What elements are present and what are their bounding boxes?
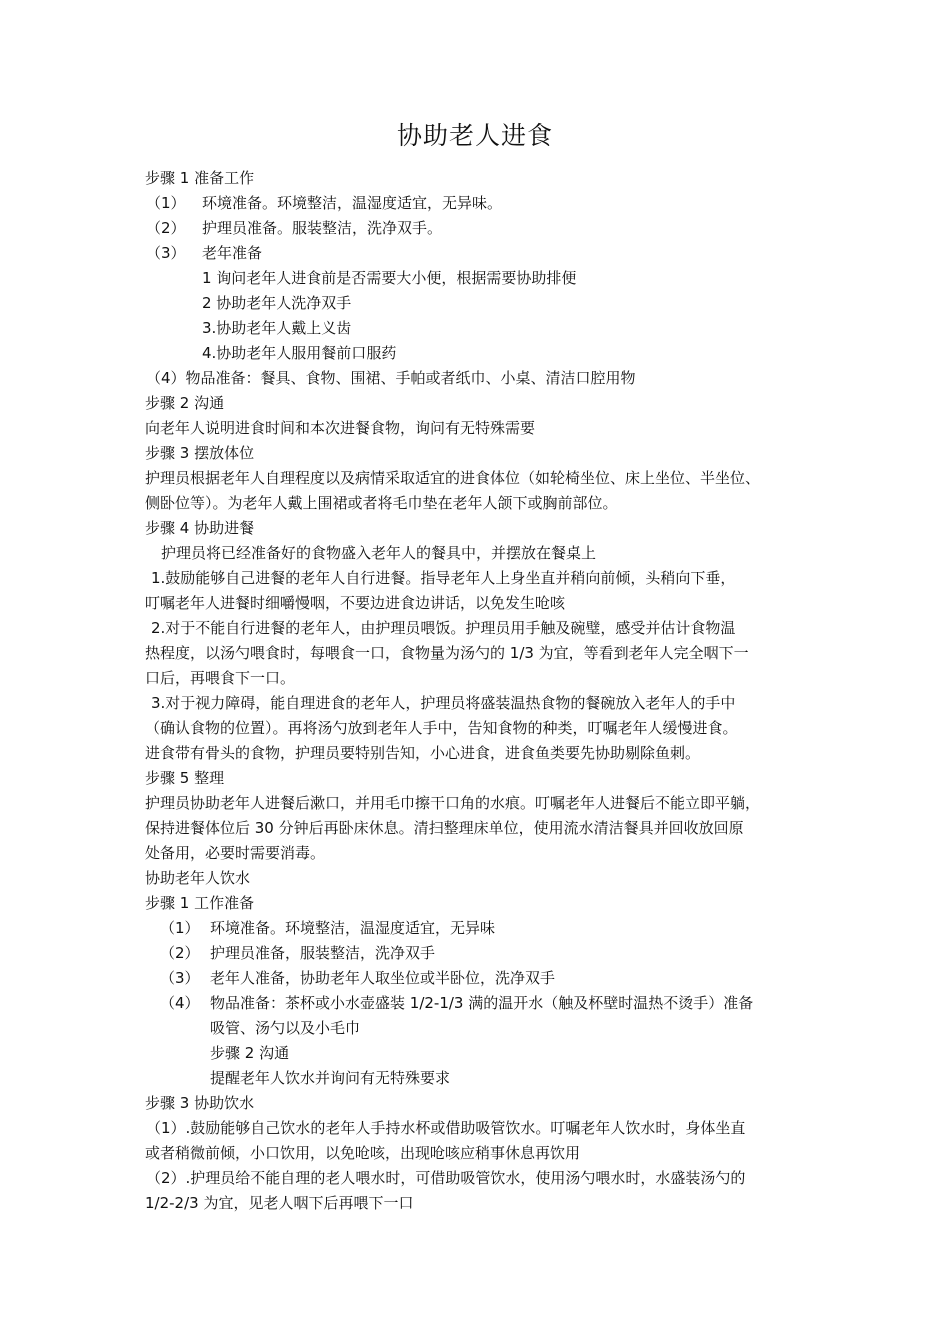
paragraph-line: 1.鼓励能够自己进餐的老年人自行进餐。指导老年人上身坐直并稍向前倾，头稍向下垂， xyxy=(151,569,736,587)
paragraph-line: （确认食物的位置）。再将汤勺放到老年人手中，告知食物的种类，叮嘱老年人缓慢进食。 xyxy=(145,719,738,737)
list-item xyxy=(160,918,495,938)
paragraph-line: 3.对于视力障碍，能自理进食的老年人，护理员将盛装温热食物的餐碗放入老年人的手中 xyxy=(151,694,736,712)
list-text: 环境准备。环境整洁，温湿度适宜，无异味。 xyxy=(202,194,503,212)
list-number: （2） xyxy=(160,944,200,962)
paragraph-line: 热程度，以汤勺喂食时，每喂食一口，食物量为汤勺的 1/3 为宜，等看到老年人完全咽下一 xyxy=(145,644,749,662)
paragraph-line: 向老年人说明进食时间和本次进餐食物，询问有无特殊需要 xyxy=(145,419,536,437)
paragraph-line: 护理员协助老年人进餐后漱口，并用毛巾擦干口角的水痕。叮嘱老年人进餐后不能立即平躺， xyxy=(145,794,761,812)
paragraph-line: 进食带有骨头的食物，护理员要特别告知，小心进食，进食鱼类要先协助剔除鱼刺。 xyxy=(145,744,701,762)
list-number: （4） xyxy=(160,994,200,1012)
paragraph-line: 口后，再喂食下一口。 xyxy=(145,669,296,687)
paragraph-line: （1）.鼓励能够自己饮水的老年人手持水杯或借助吸管饮水。叮嘱老年人饮水时，身体坐直 xyxy=(146,1119,746,1137)
list-text: 老年人准备，协助老年人取坐位或半卧位，洗净双手 xyxy=(210,969,556,987)
list-item xyxy=(160,943,435,963)
list-text: 护理员准备，服装整洁，洗净双手 xyxy=(210,944,436,962)
step-heading: 步骤 3 协助饮水 xyxy=(145,1094,255,1112)
list-item xyxy=(146,193,502,213)
document-title: 协助老人进食 xyxy=(396,121,553,150)
list-number: （2） xyxy=(146,219,186,237)
list-number: （3） xyxy=(160,969,200,987)
list-number: （1） xyxy=(146,194,186,212)
list-text: 物品准备：茶杯或小水壶盛装 1/2-1/3 满的温开水（触及杯壁时温热不烫手）准备 xyxy=(210,994,754,1012)
list-text: 老年准备 xyxy=(202,244,263,262)
paragraph-line: 护理员根据老年人自理程度以及病情采取适宜的进食体位（如轮椅坐位、床上坐位、半坐位、 xyxy=(145,469,761,487)
step-heading: 步骤 3 摆放体位 xyxy=(145,444,255,462)
paragraph-line: 保持进餐体位后 30 分钟后再卧床休息。清扫整理床单位，使用流水清洁餐具并回收放回原 xyxy=(145,819,744,837)
section-heading: 协助老年人饮水 xyxy=(145,869,251,887)
step-heading: 步骤 5 整理 xyxy=(145,769,225,787)
step-heading: 步骤 4 协助进餐 xyxy=(145,519,255,537)
step-heading: 步骤 2 沟通 xyxy=(145,394,225,412)
list-item xyxy=(146,243,262,263)
paragraph-line: 吸管、汤勺以及小毛巾 xyxy=(210,1019,361,1037)
paragraph-line: 处备用，必要时需要消毒。 xyxy=(145,844,326,862)
list-text: 环境准备。环境整洁，温湿度适宜，无异味 xyxy=(210,919,496,937)
paragraph-line: 叮嘱老年人进餐时细嚼慢咽，不要边进食边讲话，以免发生呛咳 xyxy=(145,594,566,612)
list-item xyxy=(160,993,753,1013)
paragraph-line: 护理员将已经准备好的食物盛入老年人的餐具中，并摆放在餐桌上 xyxy=(161,544,597,562)
paragraph-line: 2.对于不能自行进餐的老年人，由护理员喂饭。护理员用手触及碗璧，感受并估计食物温 xyxy=(151,619,736,637)
paragraph-line: 侧卧位等）。为老年人戴上围裙或者将毛巾垫在老年人颌下或胸前部位。 xyxy=(145,494,618,512)
list-item: （4）物品准备：餐具、食物、围裙、手帕或者纸巾、小桌、清洁口腔用物 xyxy=(146,369,636,387)
paragraph-line: 或者稍微前倾，小口饮用，以免呛咳，出现呛咳应稍事休息再饮用 xyxy=(145,1144,581,1162)
paragraph-line: 1/2-2/3 为宜，见老人咽下后再喂下一口 xyxy=(145,1194,414,1212)
sub-item: 3.协助老年人戴上义齿 xyxy=(202,319,352,337)
sub-item: 4.协助老年人服用餐前口服药 xyxy=(202,344,397,362)
step-heading: 步骤 2 沟通 xyxy=(210,1044,290,1062)
list-number: （3） xyxy=(146,244,186,262)
list-number: （1） xyxy=(160,919,200,937)
list-item xyxy=(160,968,555,988)
step-heading: 步骤 1 准备工作 xyxy=(145,169,255,187)
list-text: 护理员准备。服装整洁，洗净双手。 xyxy=(202,219,443,237)
sub-item: 1 询问老年人进食前是否需要大小便，根据需要协助排便 xyxy=(202,269,577,287)
paragraph-line: 提醒老年人饮水并询问有无特殊要求 xyxy=(210,1069,451,1087)
paragraph-line: （2）.护理员给不能自理的老人喂水时，可借助吸管饮水，使用汤勺喂水时，水盛装汤勺的 xyxy=(146,1169,746,1187)
sub-item: 2 协助老年人洗净双手 xyxy=(202,294,352,312)
step-heading: 步骤 1 工作准备 xyxy=(145,894,255,912)
list-item xyxy=(146,218,442,238)
